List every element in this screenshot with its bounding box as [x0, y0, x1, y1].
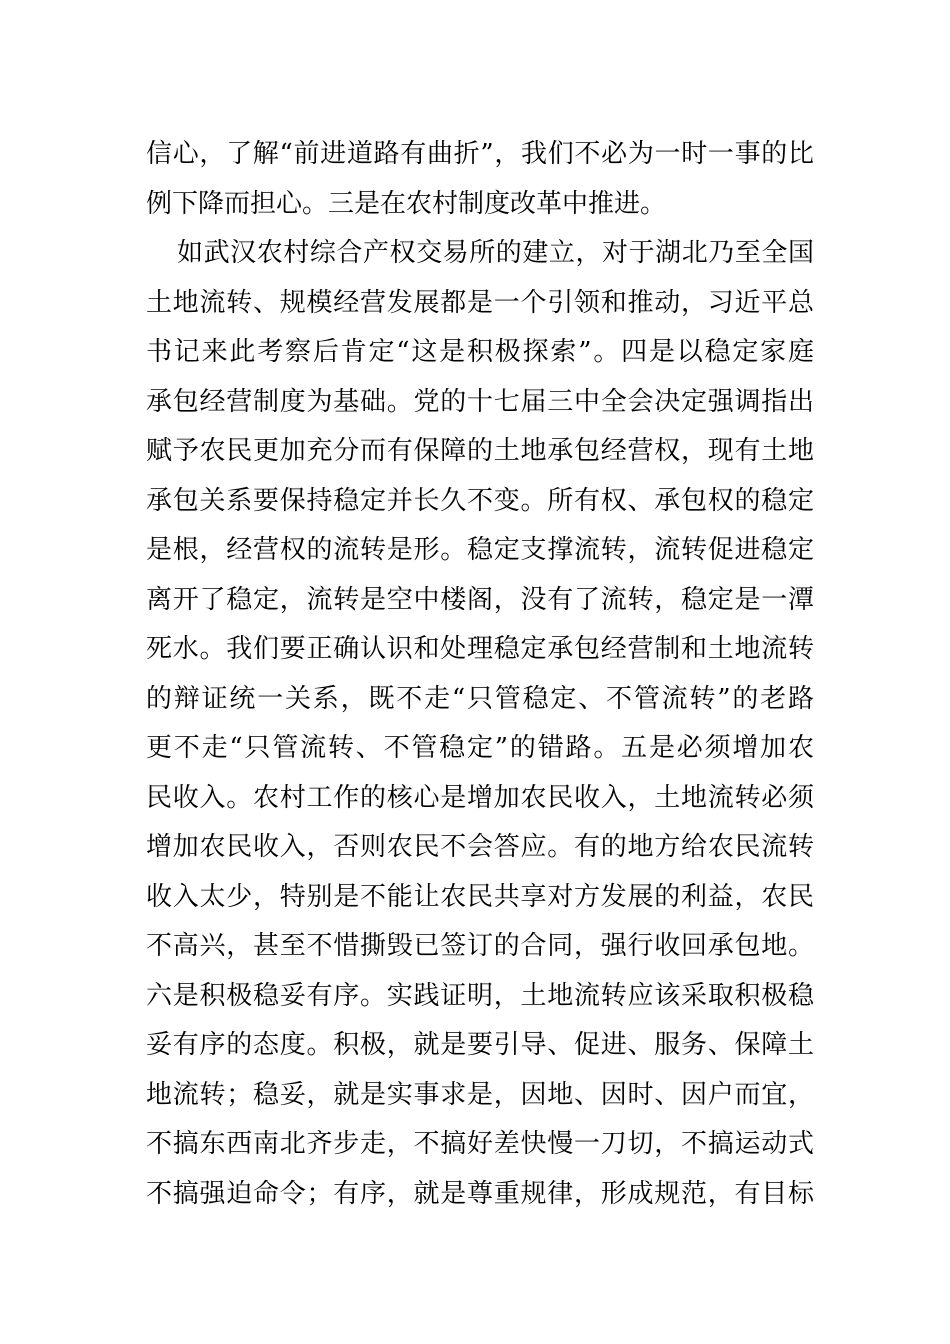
text-line-9: 是根，经营权的流转是形。稳定支撑流转，流转促进稳定 [146, 535, 814, 565]
text-line-22: 不搞强迫命令；有序，就是尊重规律，形成规范，有目标 [146, 1178, 814, 1209]
body-text [146, 130, 814, 1219]
text-line-19: 妥有序的态度。积极，就是要引导、促进、服务、保障土 [146, 1030, 814, 1060]
text-line-20: 地流转；稳妥，就是实事求是，因地、因时、因户而宜， [146, 1079, 814, 1110]
text-line-11: 死水。我们要正确认识和处理稳定承包经营制和土地流转 [146, 634, 814, 664]
text-line-2: 例下降而担心。三是在农村制度改革中推进。 [146, 188, 667, 219]
text-line-15: 增加农民收入，否则农民不会答应。有的地方给农民流转 [146, 832, 814, 862]
text-line-21: 不搞东西南北齐步走，不搞好差快慢一刀切，不搞运动式 [146, 1129, 814, 1159]
text-line-7: 赋予农民更加充分而有保障的土地承包经营权，现有土地 [146, 436, 814, 466]
text-line-14: 民收入。农村工作的核心是增加农民收入，土地流转必须 [146, 782, 814, 813]
text-line-3: 如武汉农村综合产权交易所的建立，对于湖北乃至全国 [177, 238, 814, 268]
text-line-8: 承包关系要保持稳定并长久不变。所有权、承包权的稳定 [146, 485, 814, 516]
text-line-16: 收入太少，特别是不能让农民共享对方发展的利益，农民 [146, 881, 814, 912]
text-line-17: 不高兴，甚至不惜撕毁已签订的合同，强行收回承包地。 [146, 931, 814, 961]
text-line-18: 六是积极稳妥有序。实践证明，土地流转应该采取积极稳 [146, 980, 814, 1011]
text-line-1: 信心，了解“前进道路有曲折”，我们不必为一时一事的比 [146, 139, 814, 169]
text-line-4: 土地流转、规模经营发展都是一个引领和推动，习近平总 [146, 287, 814, 318]
text-line-12: 的辩证统一关系，既不走“只管稳定、不管流转”的老路 [146, 683, 814, 714]
text-line-10: 离开了稳定，流转是空中楼阁，没有了流转，稳定是一潭 [146, 584, 814, 615]
text-line-6: 承包经营制度为基础。党的十七届三中全会决定强调指出 [146, 386, 814, 417]
text-line-5: 书记来此考察后肯定“这是积极探索”。四是以稳定家庭 [146, 337, 814, 367]
text-line-13: 更不走“只管流转、不管稳定”的错路。五是必须增加农 [146, 733, 814, 763]
